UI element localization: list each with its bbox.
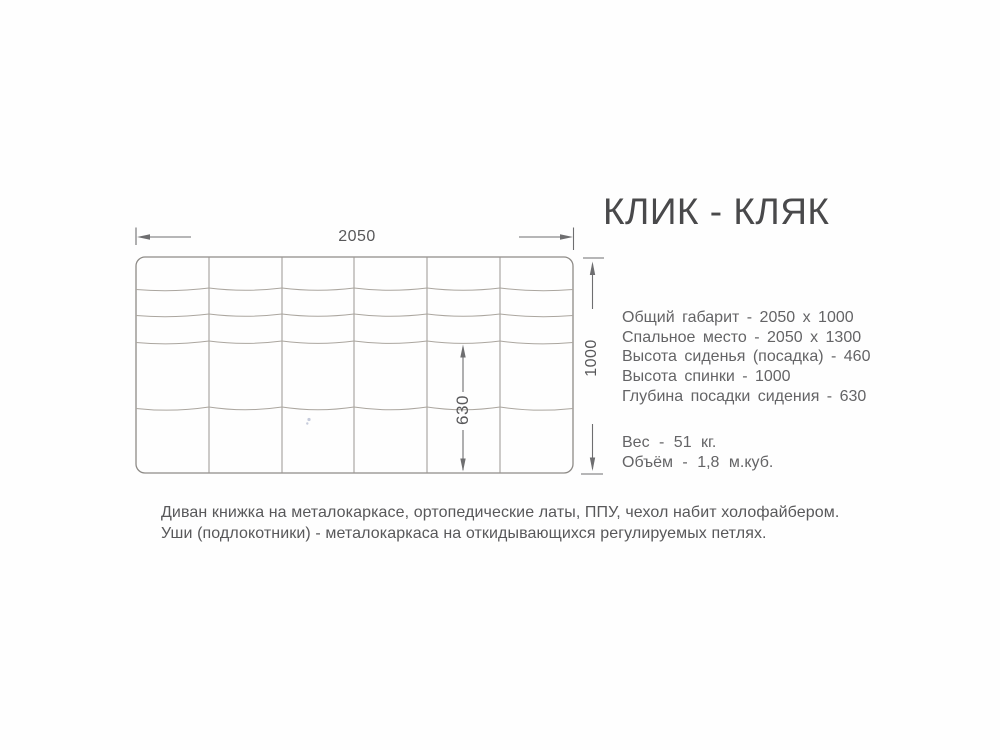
specs-list bbox=[622, 308, 870, 407]
spec-line-back-height: Высота спинки - 1000 bbox=[622, 368, 791, 386]
description-line-2: Уши (подлокотники) - металокаркаса на откидывающихся регулируемых петлях. bbox=[161, 524, 767, 542]
dimension-label-width: 2050 bbox=[338, 228, 376, 245]
arrow-up-icon bbox=[590, 262, 595, 276]
arrow-down-icon bbox=[460, 459, 465, 472]
spec-line-volume: Объём - 1,8 м.куб. bbox=[622, 454, 774, 472]
arrow-down-icon bbox=[590, 458, 595, 472]
dimension-label-seat-depth: 630 bbox=[453, 395, 472, 425]
description-line-1: Диван книжка на металокаркасе, ортопедические латы, ППУ, чехол набит холофайбером. bbox=[161, 504, 840, 521]
dimension-label-height: 1000 bbox=[583, 339, 600, 377]
spec-line-sleeping-area: Спальное место - 2050 x 1300 bbox=[622, 328, 862, 346]
arrow-right-icon bbox=[560, 234, 573, 239]
arrow-left-icon bbox=[137, 234, 150, 239]
page-title: КЛИК - КЛЯК bbox=[603, 191, 830, 232]
vertical-seam-lines bbox=[209, 257, 500, 473]
weight-volume-block bbox=[622, 433, 773, 474]
spec-line-seat-depth: Глубина посадки сидения - 630 bbox=[622, 387, 867, 405]
product-description bbox=[161, 503, 839, 545]
scan-smudge bbox=[306, 418, 311, 425]
arrow-up-icon bbox=[460, 345, 465, 358]
spec-line-seat-height: Высота сиденья (посадка) - 460 bbox=[622, 348, 871, 366]
spec-line-overall-size: Общий габарит - 2050 x 1000 bbox=[622, 309, 854, 326]
spec-line-weight: Вес - 51 кг. bbox=[622, 434, 717, 451]
